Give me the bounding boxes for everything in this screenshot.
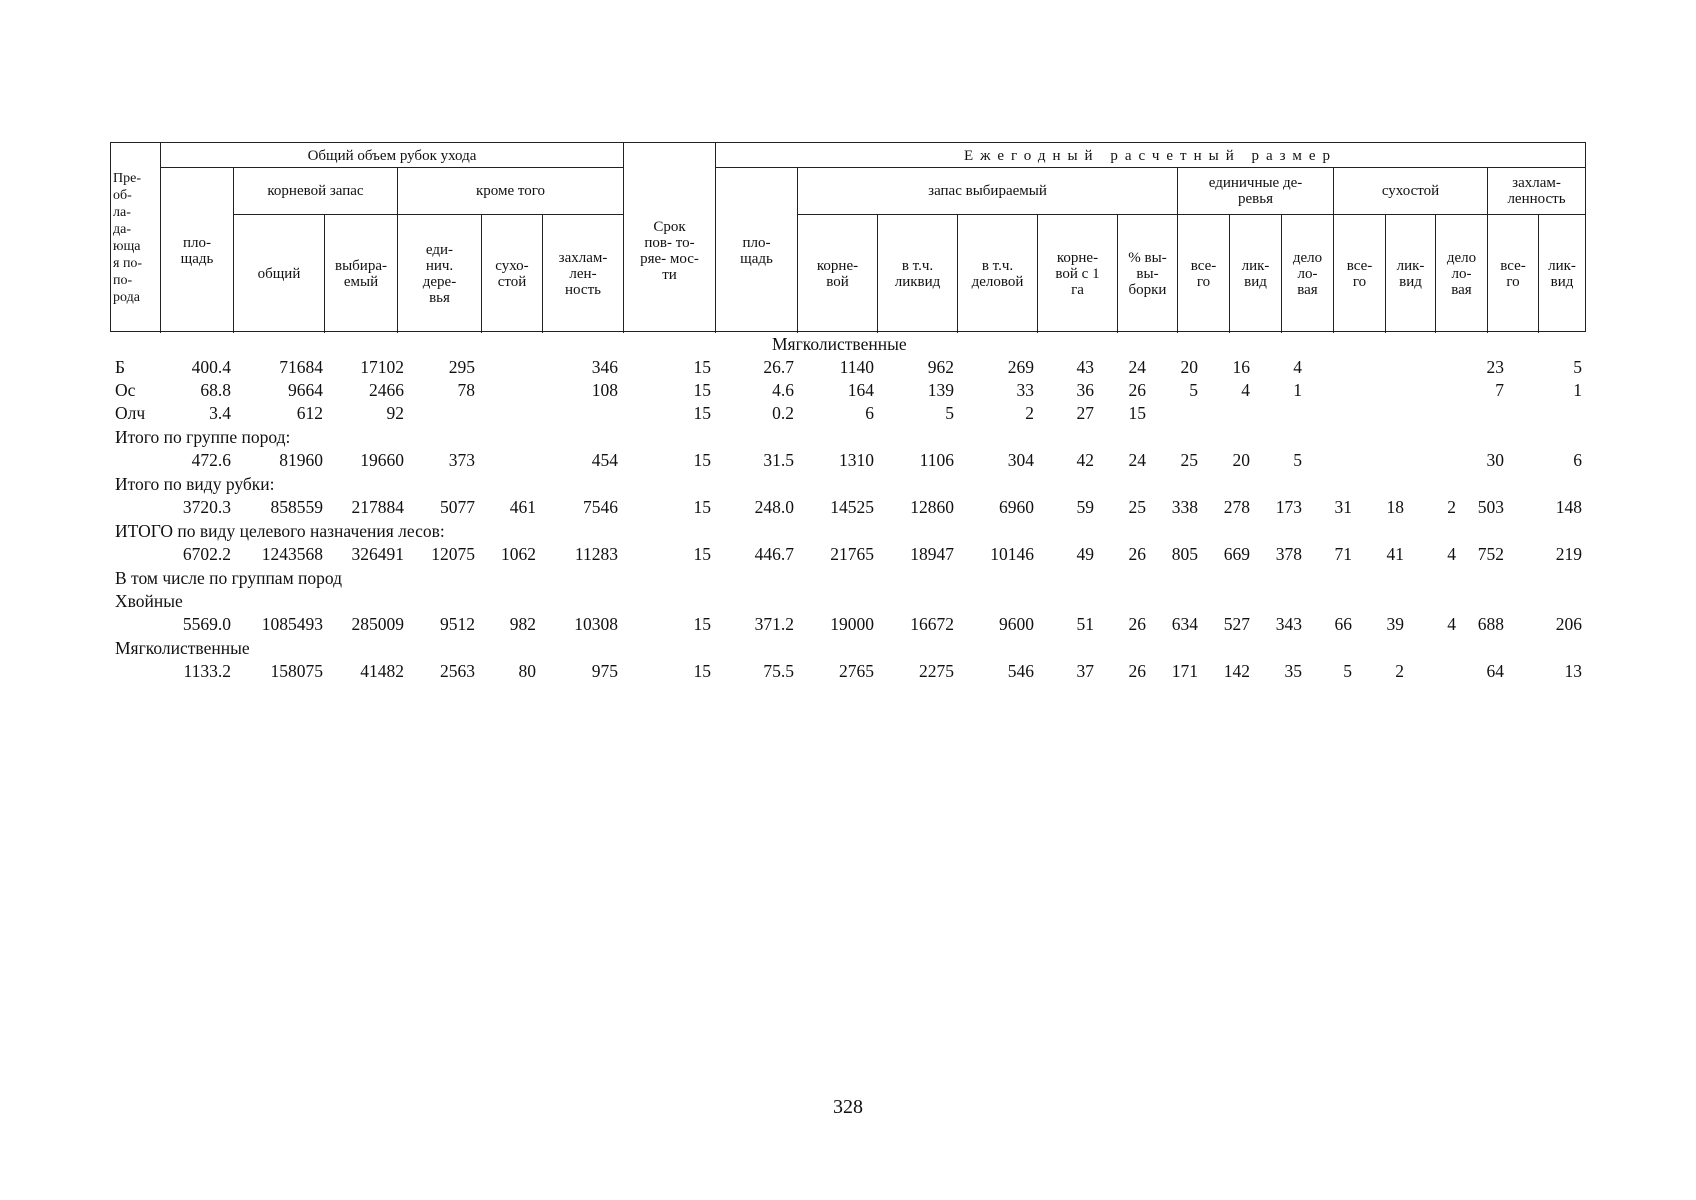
table-cell: 858559	[270, 497, 323, 517]
table-cell: 18	[1386, 497, 1404, 517]
header-species: Пре- об- ла- да- юща я по- по- рода	[113, 171, 143, 305]
header-liquid-c: лик- вид	[1548, 258, 1576, 290]
header-stock-selected: запас выбираемый	[928, 183, 1047, 199]
table-cell: 25	[1128, 497, 1146, 517]
table-cell: 31	[1334, 497, 1352, 517]
table-cell: 3720.3	[182, 497, 231, 517]
table-cell: 9664	[288, 380, 323, 400]
table-cell: 461	[509, 497, 536, 517]
table-cell: 26.7	[763, 357, 794, 377]
table-cell: 26	[1128, 661, 1146, 681]
table-cell: 326491	[351, 544, 404, 564]
header-root-stock: корневой запас	[267, 183, 364, 199]
table-cell: 6	[865, 403, 874, 423]
table-cell: 546	[1007, 661, 1034, 681]
table-cell: 15	[693, 661, 711, 681]
header-all-c: все- го	[1500, 258, 1526, 290]
table-cell: 42	[1076, 450, 1094, 470]
table-cell: 25	[1180, 450, 1198, 470]
table-cell: 21765	[830, 544, 874, 564]
table-cell: 71	[1334, 544, 1352, 564]
table-cell: 1140	[839, 357, 874, 377]
table-cell: 5077	[440, 497, 475, 517]
cut-type-total-label: Итого по виду рубки:	[115, 474, 275, 494]
table-cell: 1	[1293, 380, 1302, 400]
table-cell: 295	[448, 357, 475, 377]
purpose-total-label: ИТОГО по виду целевого назначения лесов:	[115, 521, 445, 541]
header-incl-business: в т.ч. деловой	[971, 258, 1024, 290]
section-title: Мягколиственные	[772, 334, 907, 354]
table-cell: 16672	[910, 614, 954, 634]
table-cell: 3.4	[209, 403, 231, 423]
table-cell: 18947	[910, 544, 954, 564]
table-cell: 24	[1128, 357, 1146, 377]
table-cell: 2	[1025, 403, 1034, 423]
header-annual-size: Ежегодный расчетный размер	[963, 147, 1338, 164]
header-area2: пло- щадь	[740, 234, 773, 267]
header-selected: выбира- емый	[335, 258, 387, 290]
header-root-per-ha: корне- вой с 1 га	[1055, 250, 1100, 298]
table-cell: 378	[1275, 544, 1302, 564]
table-cell: 343	[1275, 614, 1302, 634]
table-cell: 6	[1573, 450, 1582, 470]
table-cell: 9600	[999, 614, 1034, 634]
table-cell: 4	[1447, 544, 1456, 564]
header-area: пло- щадь	[180, 234, 214, 267]
table-cell: 17102	[360, 357, 404, 377]
table-cell: 4.6	[772, 380, 794, 400]
table-cell: 2	[1395, 661, 1404, 681]
header-total-volume: Общий объем рубок ухода	[307, 147, 477, 164]
table-cell: 7546	[583, 497, 618, 517]
table-cell: 4	[1241, 380, 1250, 400]
table-cell: 5569.0	[182, 614, 231, 634]
table-cell: 26	[1128, 544, 1146, 564]
table-cell: 59	[1076, 497, 1094, 517]
table-cell: 41	[1386, 544, 1404, 564]
conifer-label: Хвойные	[115, 591, 183, 611]
table-cell: 75.5	[763, 661, 794, 681]
table-cell: 5	[1343, 661, 1352, 681]
table-cell: 30	[1486, 450, 1504, 470]
table-cell: 12860	[910, 497, 954, 517]
table-cell: 5	[1293, 450, 1302, 470]
table-cell: 24	[1128, 450, 1146, 470]
table-cell: 373	[448, 450, 475, 470]
table-cell: 20	[1232, 450, 1250, 470]
table-cell: 1106	[919, 450, 954, 470]
table-cell: 278	[1223, 497, 1250, 517]
table-cell: 248.0	[754, 497, 794, 517]
group-total-label: Итого по группе пород:	[115, 427, 291, 447]
table-cell: 41482	[360, 661, 404, 681]
row-species-name: Олч	[115, 403, 146, 423]
table-cell: 7	[1495, 380, 1504, 400]
header-deadwood: сухо- стой	[495, 258, 529, 290]
table-cell: 446.7	[754, 544, 794, 564]
table-cell: 15	[1128, 403, 1146, 423]
table-cell: 1310	[839, 450, 874, 470]
table-cell: 219	[1555, 544, 1582, 564]
table-cell: 26	[1128, 614, 1146, 634]
table-cell: 15	[693, 614, 711, 634]
table-cell: 4	[1293, 357, 1302, 377]
table-cell: 15	[693, 403, 711, 423]
header-single-trees: еди- нич. дере- вья	[422, 242, 457, 306]
table-cell: 10146	[990, 544, 1034, 564]
table-cell: 78	[457, 380, 475, 400]
table-cell: 6960	[999, 497, 1034, 517]
page-number: 328	[833, 1096, 863, 1118]
header-root: корне- вой	[816, 258, 859, 290]
table-cell: 2466	[369, 380, 404, 400]
table-cell: 142	[1223, 661, 1250, 681]
header-litter: захлам- лен- ность	[558, 250, 608, 298]
table-cell: 173	[1275, 497, 1302, 517]
table-cell: 5	[1573, 357, 1582, 377]
header-all-a: все- го	[1190, 258, 1217, 290]
table-cell: 527	[1223, 614, 1250, 634]
table-cell: 49	[1076, 544, 1094, 564]
soft-label: Мягколиственные	[115, 638, 250, 658]
row-species-name: Б	[115, 357, 126, 377]
table-cell: 108	[591, 380, 618, 400]
header-pct-selection: % вы- вы- борки	[1128, 250, 1167, 298]
table-cell: 19000	[830, 614, 874, 634]
table-cell: 5	[945, 403, 954, 423]
table-cell: 35	[1284, 661, 1302, 681]
table-cell: 2765	[839, 661, 874, 681]
table-cell: 10308	[574, 614, 618, 634]
table-cell: 612	[296, 403, 323, 423]
table-cell: 80	[518, 661, 536, 681]
table-cell: 39	[1386, 614, 1404, 634]
table-cell: 975	[591, 661, 618, 681]
table-cell: 15	[693, 544, 711, 564]
table-cell: 158075	[270, 661, 323, 681]
table-cell: 16	[1232, 357, 1250, 377]
table-cell: 371.2	[754, 614, 794, 634]
table-cell: 1062	[501, 544, 536, 564]
table-cell: 164	[847, 380, 874, 400]
header-litter2: захлам- ленность	[1507, 175, 1566, 207]
table-cell: 6702.2	[182, 544, 231, 564]
table-cell: 36	[1076, 380, 1094, 400]
table-cell: 31.5	[763, 450, 794, 470]
by-groups-label: В том числе по группам пород	[115, 568, 343, 588]
header-besides: кроме того	[475, 183, 546, 199]
table-cell: 454	[591, 450, 618, 470]
table-cell: 1085493	[261, 614, 323, 634]
header-business-b: дело ло- вая	[1446, 250, 1477, 298]
table-cell: 2563	[440, 661, 475, 681]
table-cell: 1133.2	[183, 661, 231, 681]
table-cell: 171	[1171, 661, 1198, 681]
header-incl-liquid: в т.ч. ликвид	[894, 258, 941, 290]
table-cell: 51	[1076, 614, 1094, 634]
table-cell: 206	[1555, 614, 1582, 634]
table-cell: 962	[927, 357, 954, 377]
table-cell: 0.2	[772, 403, 794, 423]
table-cell: 346	[591, 357, 618, 377]
table-cell: 400.4	[191, 357, 231, 377]
header-all-b: все- го	[1346, 258, 1373, 290]
table-cell: 285009	[351, 614, 404, 634]
table-cell: 4	[1447, 614, 1456, 634]
table-cell: 68.8	[200, 380, 231, 400]
table-cell: 37	[1076, 661, 1094, 681]
table-cell: 26	[1128, 380, 1146, 400]
row-species-name: Ос	[115, 380, 136, 400]
table-cell: 5	[1189, 380, 1198, 400]
table-cell: 13	[1564, 661, 1582, 681]
table-cell: 752	[1477, 544, 1504, 564]
table-cell: 472.6	[191, 450, 231, 470]
table-cell: 15	[693, 497, 711, 517]
table-cell: 2	[1447, 497, 1456, 517]
table-cell: 27	[1076, 403, 1094, 423]
table-cell: 805	[1171, 544, 1198, 564]
table-cell: 15	[693, 357, 711, 377]
table-cell: 338	[1171, 497, 1198, 517]
table-cell: 92	[386, 403, 404, 423]
table-cell: 503	[1477, 497, 1504, 517]
table-cell: 634	[1171, 614, 1198, 634]
table-cell: 982	[509, 614, 536, 634]
header-single-trees2: единичные де- ревья	[1208, 175, 1303, 207]
table-cell: 269	[1007, 357, 1034, 377]
table-cell: 12075	[431, 544, 475, 564]
table-cell: 688	[1477, 614, 1504, 634]
header-liquid-a: лик- вид	[1241, 258, 1270, 290]
table-cell: 43	[1076, 357, 1094, 377]
table-cell: 64	[1486, 661, 1504, 681]
table-cell: 66	[1334, 614, 1352, 634]
table-cell: 20	[1180, 357, 1198, 377]
table-cell: 9512	[440, 614, 475, 634]
header-total: общий	[257, 266, 301, 282]
header-term: Срок пов- то- ряе- мос- ти	[640, 218, 699, 283]
table-cell: 148	[1555, 497, 1582, 517]
table-cell: 2275	[919, 661, 954, 681]
table-cell: 33	[1016, 380, 1034, 400]
header-liquid-b: лик- вид	[1396, 258, 1425, 290]
header-business-a: дело ло- вая	[1292, 250, 1323, 298]
table-cell: 81960	[279, 450, 323, 470]
table-cell: 15	[693, 380, 711, 400]
table-cell: 11283	[574, 544, 618, 564]
table-cell: 15	[693, 450, 711, 470]
table-cell: 1	[1573, 380, 1582, 400]
table-cell: 1243568	[261, 544, 323, 564]
table-cell: 217884	[351, 497, 404, 517]
table-cell: 71684	[279, 357, 323, 377]
table-cell: 19660	[360, 450, 404, 470]
table-cell: 669	[1223, 544, 1250, 564]
header-deadwood2: сухостой	[1381, 183, 1440, 199]
table-cell: 304	[1007, 450, 1034, 470]
table-cell: 14525	[830, 497, 874, 517]
table-cell: 139	[927, 380, 954, 400]
table-cell: 23	[1486, 357, 1504, 377]
